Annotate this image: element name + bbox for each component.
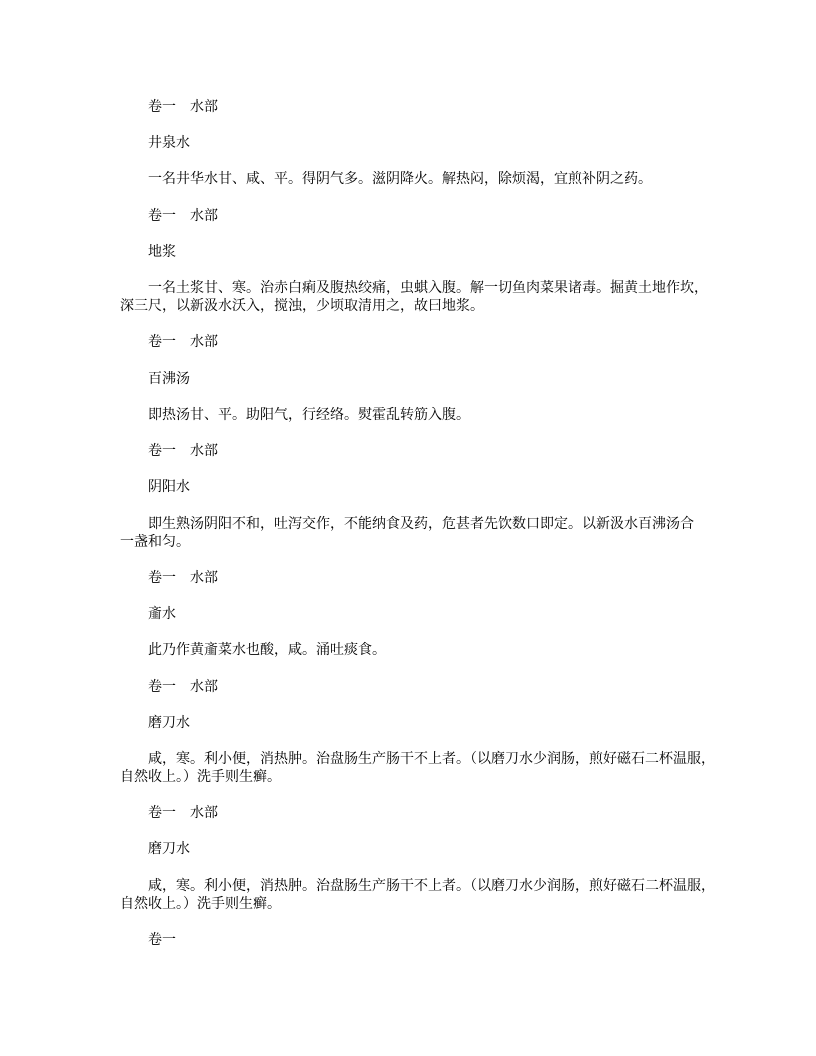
entry-title-text: 齑水 (148, 606, 176, 623)
entry-title (120, 134, 720, 152)
volume-heading (120, 678, 720, 696)
entry-text (120, 877, 720, 913)
entry-text-line: 咸，寒。利小便，消热肿。治盘肠生产肠干不上者。（以磨刀水少润肠，煎好磁石二杯温服， (148, 750, 715, 767)
entry-title (120, 370, 720, 388)
entry-title-text: 百沸汤 (148, 370, 190, 387)
entry-text-line: 此乃作黄齑菜水也酸，咸。涌吐痰食。 (148, 642, 386, 659)
volume-heading-text: 卷一 (148, 931, 176, 948)
volume-heading-text: 卷一 水部 (148, 678, 218, 695)
entry-text (120, 515, 720, 551)
entry-title-text: 磨刀水 (148, 714, 190, 731)
entry-title (120, 605, 720, 623)
volume-heading (120, 333, 720, 351)
entry-title-text: 地浆 (148, 243, 176, 260)
entry-title-text: 井泉水 (148, 135, 190, 152)
entry-text-line: 自然收上。）洗手则生癣。 (120, 895, 281, 912)
entry-text-line: 即热汤甘、平。助阳气，行经络。熨霍乱转筋入腹。 (148, 406, 470, 423)
entry-text-line: 咸，寒。利小便，消热肿。治盘肠生产肠干不上者。（以磨刀水少润肠，煎好磁石二杯温服， (148, 877, 715, 894)
volume-heading-text: 卷一 水部 (148, 805, 218, 822)
volume-heading (120, 442, 720, 460)
volume-heading (120, 207, 720, 225)
entry-text-line: 一盏和匀。 (120, 533, 190, 550)
volume-heading (120, 569, 720, 587)
volume-heading-text: 卷一 水部 (148, 334, 218, 351)
entry-title-text: 阴阳水 (148, 479, 190, 496)
entry-title (120, 840, 720, 858)
entry-text-line: 自然收上。）洗手则生癣。 (120, 768, 281, 785)
entry-text (120, 641, 720, 659)
entry-text-line: 深三尺，以新汲水沃入，搅浊，少顷取清用之，故曰地浆。 (120, 298, 484, 315)
entry-title (120, 478, 720, 496)
entry-text-line: 即生熟汤阴阳不和，吐泻交作，不能纳食及药，危甚者先饮数口即定。以新汲水百沸汤合 (148, 515, 694, 532)
volume-heading-text: 卷一 水部 (148, 99, 218, 115)
volume-heading-text: 卷一 水部 (148, 569, 218, 586)
entry-title (120, 243, 720, 261)
volume-heading-text: 卷一 水部 (148, 443, 218, 460)
entry-text-line: 一名土浆甘、寒。治赤白痢及腹热绞痛，虫蜞入腹。解一切鱼肉菜果诸毒。掘黄土地作坎， (148, 280, 708, 297)
volume-heading (120, 931, 720, 949)
volume-heading-text: 卷一 水部 (148, 207, 218, 224)
entry-title-text: 磨刀水 (148, 841, 190, 858)
volume-heading (120, 98, 720, 116)
entry-text (120, 279, 720, 315)
volume-heading (120, 804, 720, 822)
entry-text (120, 170, 720, 188)
entry-text-line: 一名井华水甘、咸、平。得阴气多。滋阴降火。解热闷，除烦渴，宜煎补阴之药。 (148, 171, 652, 188)
entry-text (120, 406, 720, 424)
entry-title (120, 714, 720, 732)
entry-text (120, 750, 720, 786)
document-page (120, 98, 720, 967)
